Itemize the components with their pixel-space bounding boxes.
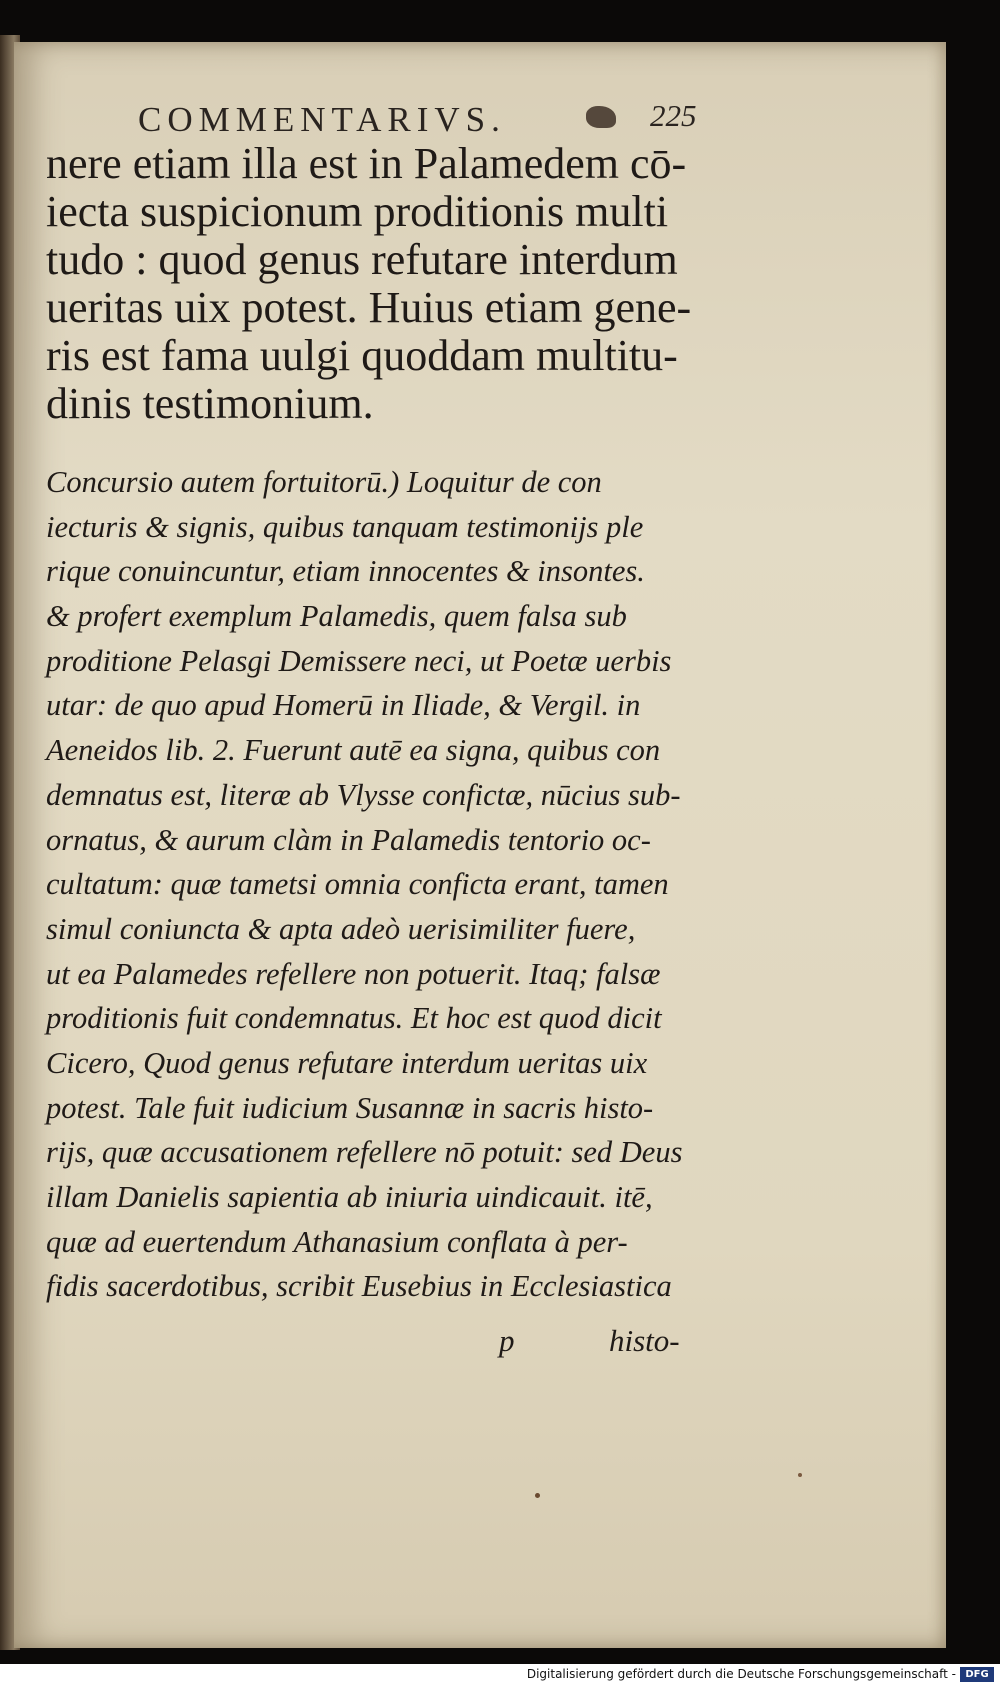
commentary-line: Aeneidos lib. 2. Fuerunt autē ea signa, quibus con <box>46 733 661 768</box>
commentary-line: Cicero, Quod genus refutare interdum ueritas uix <box>46 1045 648 1080</box>
commentary-line: simul coniuncta & apta adeò uerisimiliter fuere, <box>46 911 636 946</box>
commentary-line: ornatus, & aurum clàm in Palamedis tentorio oc- <box>46 822 651 857</box>
commentary-line: rijs, quæ accusationem refellere nō potuit: sed Deus <box>46 1135 683 1170</box>
text-line: iecta suspicionum proditionis multi <box>46 187 669 236</box>
main-text-block <box>46 140 706 428</box>
text-line: ris est fama uulgi quoddam multitu- <box>46 331 678 380</box>
footer-bar <box>0 1664 1000 1686</box>
commentary-text-block <box>46 460 706 1309</box>
text-line: ueritas uix potest. Huius etiam gene- <box>46 283 692 332</box>
paper-spot <box>798 1473 802 1477</box>
funding-credit: Digitalisierung gefördert durch die Deutsche Forschungsgemeinschaft - <box>526 1667 956 1681</box>
commentary-line: illam Danielis sapientia ab iniuria uindicauit. itē, <box>46 1180 653 1214</box>
commentary-line: utar: de quo apud Homerū in Iliade, & Vergil. in <box>46 688 641 723</box>
catchword: histo- <box>609 1323 680 1358</box>
commentary-line: & profert exemplum Palamedis, quem falsa sub <box>46 599 627 634</box>
commentary-line: demnatus est, literæ ab Vlysse confictæ, nūcius sub- <box>46 777 681 812</box>
text-line: nere etiam illa est in Palamedem cō- <box>46 139 687 188</box>
folio-number: 225 <box>650 98 697 133</box>
commentary-line: cultatum: quæ tametsi omnia conficta erant, tamen <box>46 867 669 902</box>
commentary-line: potest. Tale fuit iudicium Susannæ in sacris histo- <box>46 1090 654 1125</box>
commentary-line: rique conuincuntur, etiam innocentes & insontes. <box>46 554 645 589</box>
dfg-logo: DFG <box>960 1667 994 1682</box>
commentary-line: iecturis & signis, quibus tanquam testimonijs ple <box>46 509 644 544</box>
commentary-line: ut ea Palamedes refellere non potuerit. Itaq; falsæ <box>46 956 661 991</box>
running-head: COMMENTARIVS. <box>138 100 506 139</box>
text-line: tudo : quod genus refutare interdum <box>46 235 678 284</box>
commentary-line: quæ ad euertendum Athanasium conflata à per- <box>46 1224 628 1259</box>
page-bottom-marks <box>46 1323 706 1367</box>
commentary-line: proditione Pelasgi Demissere neci, ut Poetæ uerbis <box>46 643 672 678</box>
commentary-line: fidis sacerdotibus, scribit Eusebius in Ecclesiastica <box>46 1269 672 1304</box>
commentary-line: proditionis fuit condemnatus. Et hoc est quod dicit <box>46 1001 662 1036</box>
paper-spot <box>535 1493 540 1498</box>
signature-mark: p <box>499 1323 515 1358</box>
text-line: dinis testimonium. <box>46 379 374 428</box>
commentary-line: Concursio autem fortuitorū.) Loquitur de con <box>46 465 602 499</box>
